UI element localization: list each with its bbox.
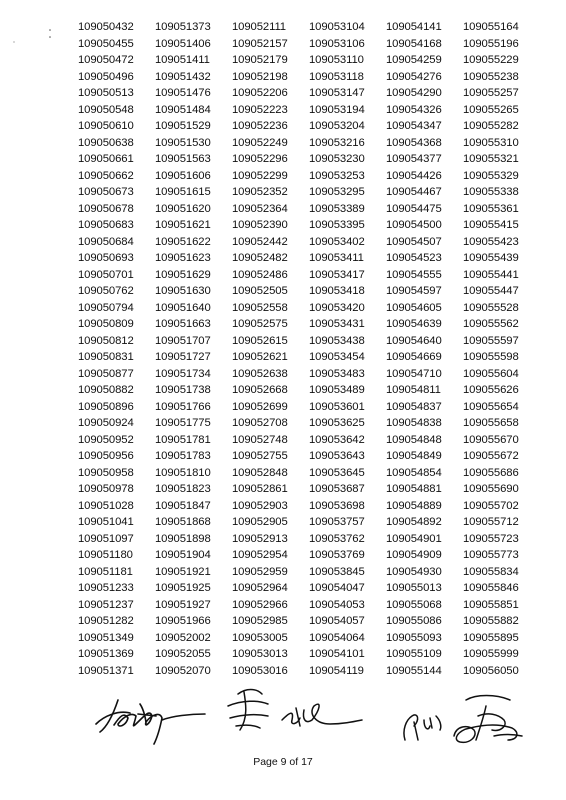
- number-cell: 109050455: [78, 37, 134, 50]
- number-cell: 109050924: [78, 417, 134, 429]
- number-cell: 109054259: [386, 54, 442, 66]
- number-cell: 109051663: [155, 318, 211, 330]
- number-cell: 109050673: [78, 186, 134, 198]
- number-cell: 109052249: [232, 136, 288, 149]
- number-cell: 109051369: [78, 648, 134, 660]
- number-cell: 109052964: [232, 582, 288, 594]
- number-cell: 109055196: [463, 37, 519, 50]
- number-cell: 109052157: [232, 37, 288, 50]
- number-cell: 109051181: [78, 565, 133, 578]
- number-cell: 109055257: [463, 87, 519, 99]
- number-cell: 109055093: [386, 631, 442, 644]
- number-cell: 109051041: [78, 516, 134, 528]
- signature-4: [454, 696, 522, 743]
- table-row: [78, 432, 518, 449]
- number-cell: 109052206: [232, 87, 288, 99]
- number-cell: 109052668: [232, 384, 288, 396]
- table-row: [78, 481, 518, 498]
- number-cell: 109053402: [309, 235, 365, 248]
- signature-2: [228, 690, 362, 731]
- number-cell: 109054639: [386, 318, 442, 330]
- number-cell: 109053643: [309, 450, 365, 462]
- table-row: [78, 168, 518, 185]
- table-row: [78, 217, 518, 234]
- number-cell: 109054889: [386, 499, 442, 512]
- number-cell: 109052505: [232, 285, 288, 297]
- number-cell: 109050661: [78, 153, 134, 165]
- number-cell: 109055598: [463, 351, 519, 363]
- table-row: [78, 118, 518, 135]
- number-cell: 109051282: [78, 615, 134, 627]
- table-row: [78, 597, 518, 614]
- number-cell: 109051734: [155, 367, 211, 380]
- number-cell: 109053769: [309, 549, 365, 561]
- table-row: [78, 201, 518, 218]
- number-cell: 109055690: [463, 483, 519, 495]
- number-cell: 109054811: [386, 384, 441, 396]
- number-cell: 109055712: [463, 516, 519, 528]
- number-cell: 109050809: [78, 318, 134, 330]
- number-cell: 109052959: [232, 565, 288, 578]
- number-cell: 109051620: [155, 202, 211, 215]
- number-cell: 109051622: [155, 235, 211, 248]
- number-cell: 109052913: [232, 532, 288, 545]
- number-cell: 109055013: [386, 582, 442, 594]
- number-cell: 109052442: [232, 235, 288, 248]
- number-cell: 109055068: [386, 598, 442, 611]
- table-row: [78, 283, 518, 300]
- number-cell: 109055447: [463, 285, 519, 297]
- table-row: [78, 300, 518, 317]
- number-cell: 109050956: [78, 450, 134, 462]
- table-row: [78, 613, 518, 630]
- number-cell: 109051898: [155, 532, 211, 545]
- number-cell: 109050678: [78, 202, 134, 215]
- number-cell: 109050513: [78, 87, 134, 99]
- number-cell: 109051630: [155, 285, 211, 297]
- number-cell: 109054854: [386, 466, 442, 479]
- number-cell: 109054101: [309, 648, 365, 660]
- number-cell: 109053431: [309, 318, 365, 330]
- number-cell: 109055851: [463, 598, 519, 611]
- number-cell: 109053489: [309, 384, 365, 396]
- table-row: [78, 267, 518, 284]
- table-row: [78, 448, 518, 465]
- number-cell: 109055773: [463, 549, 519, 561]
- table-row: [78, 465, 518, 482]
- number-cell: 109054909: [386, 549, 442, 561]
- number-cell: 109053016: [232, 664, 288, 677]
- number-cell: 109050762: [78, 285, 134, 297]
- table-row: [78, 646, 518, 663]
- number-cell: 109050831: [78, 351, 134, 363]
- number-cell: 109052236: [232, 120, 288, 132]
- number-cell: 109052985: [232, 615, 288, 627]
- number-cell: 109054848: [386, 433, 442, 446]
- number-cell: 109055670: [463, 433, 519, 446]
- number-cell: 109054377: [386, 153, 442, 165]
- number-cell: 109053295: [309, 186, 365, 198]
- table-row: [78, 349, 518, 366]
- number-cell: 109052848: [232, 466, 288, 479]
- number-cell: 109054057: [309, 615, 365, 627]
- number-cell: 109050978: [78, 483, 134, 495]
- table-row: [78, 19, 518, 36]
- table-row: [78, 547, 518, 564]
- table-row: [78, 663, 518, 680]
- number-cell: 109053420: [309, 301, 365, 314]
- number-cell: 109054500: [386, 219, 442, 231]
- number-cell: 109052055: [155, 648, 211, 660]
- number-cell: 109053417: [309, 268, 365, 281]
- number-cell: 109055361: [463, 202, 519, 215]
- table-row: [78, 69, 518, 86]
- number-cell: 109051783: [155, 450, 211, 462]
- number-cell: 109053687: [309, 483, 365, 495]
- number-cell: 109051640: [155, 301, 211, 314]
- number-cell: 109051738: [155, 384, 211, 396]
- number-cell: 109053411: [309, 252, 364, 264]
- number-cell: 109055846: [463, 582, 519, 594]
- number-cell: 109051927: [155, 598, 211, 611]
- number-cell: 109052748: [232, 433, 288, 446]
- table-row: [78, 36, 518, 53]
- number-cell: 109053483: [309, 367, 365, 380]
- table-row: [78, 399, 518, 416]
- number-cell: 109055723: [463, 532, 519, 545]
- number-cell: 109055265: [463, 103, 519, 116]
- number-cell: 109054326: [386, 103, 442, 116]
- number-cell: 109054276: [386, 70, 442, 83]
- number-cell: 109055329: [463, 169, 519, 182]
- table-row: [78, 184, 518, 201]
- number-cell: 109051823: [155, 483, 211, 495]
- page-number: Page 9 of 17: [253, 756, 313, 768]
- number-cell: 109054849: [386, 450, 442, 462]
- number-cell: 109054892: [386, 516, 442, 528]
- table-row: [78, 102, 518, 119]
- number-cell: 109055423: [463, 235, 519, 248]
- table-row: [78, 630, 518, 647]
- number-cell: 109054141: [386, 21, 442, 33]
- number-cell: 109051810: [155, 466, 211, 479]
- number-cell: 109055310: [463, 136, 519, 149]
- number-cell: 109052755: [232, 450, 288, 462]
- number-cell: 109053253: [309, 169, 365, 182]
- number-cell: 109051904: [155, 549, 211, 561]
- number-cell: 109054710: [386, 367, 442, 380]
- number-cell: 109050896: [78, 400, 134, 413]
- number-cell: 109051028: [78, 499, 134, 512]
- number-cell: 109050958: [78, 466, 134, 479]
- number-cell: 109052905: [232, 516, 288, 528]
- number-cell: 109055282: [463, 120, 519, 132]
- number-cell: 109052390: [232, 219, 288, 231]
- number-cell: 109055604: [463, 367, 519, 380]
- number-cell: 109050472: [78, 54, 134, 66]
- number-cell: 109054901: [386, 532, 442, 545]
- number-cell: 109055086: [386, 615, 442, 627]
- number-cell: 109055338: [463, 186, 519, 198]
- number-cell: 109053757: [309, 516, 365, 528]
- number-cell: 109053601: [309, 400, 365, 413]
- number-cell: 109054047: [309, 582, 365, 594]
- table-row: [78, 498, 518, 515]
- number-cell: 109053625: [309, 417, 365, 429]
- number-cell: 109054838: [386, 417, 442, 429]
- number-cell: 109053438: [309, 334, 365, 347]
- number-cell: 109055321: [463, 153, 519, 165]
- number-cell: 109051847: [155, 499, 211, 512]
- number-cell: 109052615: [232, 334, 288, 347]
- table-row: [78, 382, 518, 399]
- number-cell: 109052482: [232, 252, 288, 264]
- number-cell: 109055686: [463, 466, 519, 479]
- number-cell: 109055895: [463, 631, 519, 644]
- number-cell: 109055654: [463, 400, 519, 413]
- number-cell: 109052223: [232, 103, 288, 116]
- number-cell: 109055999: [463, 648, 519, 660]
- number-cell: 109054555: [386, 268, 442, 281]
- number-cell: 109054467: [386, 186, 442, 198]
- number-cell: 109051615: [155, 186, 211, 198]
- number-cell: 109051530: [155, 136, 211, 149]
- number-cell: 109052070: [155, 664, 211, 677]
- number-cell: 109051349: [78, 631, 134, 644]
- number-cell: 109050877: [78, 367, 134, 380]
- number-cell: 109054669: [386, 351, 442, 363]
- number-cell: 109051781: [155, 433, 211, 446]
- number-cell: 109052638: [232, 367, 288, 380]
- table-row: [78, 234, 518, 251]
- number-cell: 109055164: [463, 21, 519, 33]
- number-cell: 109054640: [386, 334, 442, 347]
- table-row: [78, 415, 518, 432]
- table-row: [78, 316, 518, 333]
- number-cell: 109050496: [78, 70, 134, 83]
- number-cell: 109052352: [232, 186, 288, 198]
- number-cell: 109051097: [78, 532, 134, 545]
- number-cell: 109053230: [309, 153, 365, 165]
- number-cell: 109055597: [463, 334, 519, 347]
- number-cell: 109054605: [386, 301, 442, 314]
- number-cell: 109051563: [155, 153, 211, 165]
- signature-3: [404, 715, 441, 740]
- number-cell: 109055229: [463, 54, 519, 66]
- number-cell: 109055658: [463, 417, 519, 429]
- table-row: [78, 250, 518, 267]
- number-cell: 109050882: [78, 384, 134, 396]
- number-cell: 109054930: [386, 565, 442, 578]
- number-cell: 109053005: [232, 631, 288, 644]
- number-cell: 109051727: [155, 351, 211, 363]
- number-cell: 109054368: [386, 136, 442, 149]
- number-cell: 109055144: [386, 664, 442, 677]
- number-cell: 109053013: [232, 648, 288, 660]
- number-cell: 109053216: [309, 136, 365, 149]
- number-cell: 109050794: [78, 301, 134, 314]
- number-cell: 109052558: [232, 301, 288, 314]
- number-cell: 109051766: [155, 400, 211, 413]
- number-cell: 109055562: [463, 318, 519, 330]
- number-cell: 109052699: [232, 400, 288, 413]
- number-cell: 109050684: [78, 235, 134, 248]
- table-row: [78, 333, 518, 350]
- number-cell: 109054523: [386, 252, 442, 264]
- number-cell: 109054881: [386, 483, 442, 495]
- number-cell: 109051237: [78, 598, 134, 611]
- number-cell: 109052621: [232, 351, 288, 363]
- number-cell: 109050683: [78, 219, 134, 231]
- number-cell: 109054290: [386, 87, 442, 99]
- number-cell: 109053110: [309, 54, 364, 66]
- table-row: [78, 580, 518, 597]
- signatures: [0, 680, 566, 760]
- number-cell: 109050638: [78, 136, 134, 149]
- number-cell: 109053204: [309, 120, 365, 132]
- number-cell: 109051606: [155, 169, 211, 182]
- number-cell: 109053645: [309, 466, 365, 479]
- number-cell: 109055626: [463, 384, 519, 396]
- number-cell: 109053845: [309, 565, 365, 578]
- number-cell: 109053395: [309, 219, 365, 231]
- number-cell: 109055528: [463, 301, 519, 314]
- number-cell: 109055834: [463, 565, 519, 578]
- number-cell: 109054168: [386, 37, 442, 50]
- number-cell: 109051529: [155, 120, 211, 132]
- number-cell: 109052296: [232, 153, 288, 165]
- table-row: [78, 151, 518, 168]
- number-cell: 109052198: [232, 70, 288, 83]
- number-cell: 109051707: [155, 334, 211, 347]
- number-cell: 109051925: [155, 582, 211, 594]
- number-cell: 109052966: [232, 598, 288, 611]
- number-cell: 109051629: [155, 268, 211, 281]
- number-cell: 109054475: [386, 202, 442, 215]
- number-cell: 109051180: [78, 549, 133, 561]
- number-cell: 109053194: [309, 103, 365, 116]
- number-cell: 109052179: [232, 54, 288, 66]
- number-cell: 109052111: [232, 21, 286, 33]
- table-row: [78, 514, 518, 531]
- number-cell: 109054426: [386, 169, 442, 182]
- table-row: [78, 366, 518, 383]
- number-cell: 109052002: [155, 631, 211, 644]
- number-cell: 109055439: [463, 252, 519, 264]
- number-cell: 109055415: [463, 219, 519, 231]
- number-cell: 109052861: [232, 483, 288, 495]
- number-cell: 109055882: [463, 615, 519, 627]
- number-cell: 109051621: [155, 219, 211, 231]
- number-cell: 109054347: [386, 120, 442, 132]
- number-cell: 109053698: [309, 499, 365, 512]
- number-cell: 109054837: [386, 400, 442, 413]
- number-cell: 109051966: [155, 615, 211, 627]
- number-cell: 109052708: [232, 417, 288, 429]
- number-cell: 109051921: [155, 565, 211, 578]
- number-cell: 109053389: [309, 202, 365, 215]
- number-cell: 109055702: [463, 499, 519, 512]
- number-cell: 109050693: [78, 252, 134, 264]
- number-cell: 109052299: [232, 169, 288, 182]
- number-cell: 109050812: [78, 334, 134, 347]
- number-cell: 109050610: [78, 120, 134, 132]
- table-row: [78, 85, 518, 102]
- number-cell: 109051233: [78, 582, 134, 594]
- number-cell: 109051373: [155, 21, 211, 33]
- number-cell: 109053147: [309, 87, 365, 99]
- number-cell: 109050548: [78, 103, 134, 116]
- number-cell: 109051411: [155, 54, 210, 66]
- number-cell: 109051623: [155, 252, 211, 264]
- number-cell: 109050952: [78, 433, 134, 446]
- number-cell: 109051775: [155, 417, 211, 429]
- number-cell: 109055672: [463, 450, 519, 462]
- number-cell: 109054507: [386, 235, 442, 248]
- number-cell: 109052903: [232, 499, 288, 512]
- number-cell: 109053418: [309, 285, 365, 297]
- number-cell: 109054064: [309, 631, 365, 644]
- number-cell: 109053106: [309, 37, 365, 50]
- number-cell: 109051406: [155, 37, 211, 50]
- number-cell: 109050432: [78, 21, 134, 33]
- number-cell: 109051868: [155, 516, 211, 528]
- number-cell: 109053762: [309, 532, 365, 545]
- number-cell: 109051371: [78, 664, 134, 677]
- number-cell: 109052486: [232, 268, 288, 281]
- number-cell: 109052575: [232, 318, 288, 330]
- number-cell: 109053104: [309, 21, 365, 33]
- number-cell: 109054119: [309, 664, 364, 677]
- number-cell: 109052954: [232, 549, 288, 561]
- number-cell: 109050662: [78, 169, 134, 182]
- number-cell: 109050701: [78, 268, 134, 281]
- number-cell: 109055238: [463, 70, 519, 83]
- number-cell: 109054597: [386, 285, 442, 297]
- table-row: [78, 135, 518, 152]
- number-cell: 109052364: [232, 202, 288, 215]
- table-row: [78, 52, 518, 69]
- number-cell: 109055109: [386, 648, 442, 660]
- number-cell: 109053642: [309, 433, 365, 446]
- number-cell: 109054053: [309, 598, 365, 611]
- number-cell: 109051476: [155, 87, 211, 99]
- number-cell: 109055441: [463, 268, 519, 281]
- table-row: [78, 564, 518, 581]
- number-cell: 109056050: [463, 664, 519, 677]
- number-cell: 109051484: [155, 103, 211, 116]
- table-row: [78, 531, 518, 548]
- number-table: [78, 19, 518, 679]
- signature-1: [96, 700, 205, 744]
- number-cell: 109053118: [309, 70, 364, 83]
- number-cell: 109053454: [309, 351, 365, 363]
- number-cell: 109051432: [155, 70, 211, 83]
